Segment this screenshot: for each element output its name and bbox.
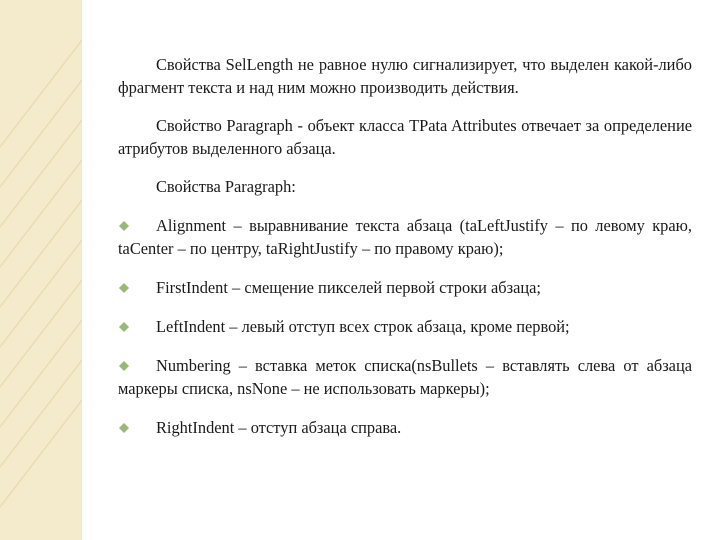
list-item-alignment	[118, 214, 692, 260]
list-item-leftindent	[118, 315, 692, 338]
list-item-text: Numbering – вставка меток списка(nsBullets – вставлять слева от абзаца маркеры списка, nsNone – не использовать маркеры);	[118, 356, 692, 398]
list-item-firstindent	[118, 276, 692, 299]
decorative-sidebar	[0, 0, 82, 540]
list-item-rightindent	[118, 416, 692, 439]
leaf-bullet-icon	[119, 423, 129, 433]
paragraph-sellength: Свойства SelLength не равное нулю сигнализирует, что выделен какой-либо фрагмент текста и над ним можно производить действия.	[118, 55, 692, 97]
sidebar-stripes	[0, 0, 82, 540]
leaf-bullet-icon	[119, 221, 129, 231]
leaf-bullet-icon	[119, 322, 129, 332]
list-heading: Свойства Paragraph:	[156, 177, 296, 196]
list-item-text: Alignment – выравнивание текста абзаца (taLeftJustify – по левому краю, taCenter – по центру, taRightJustify – по правому краю);	[118, 216, 692, 258]
paragraph-paragraph-property: Свойство Paragraph - объект класса TPata Attributes отвечает за определение атрибутов выделенного абзаца.	[118, 116, 692, 158]
list-item-text: RightIndent – отступ абзаца справа.	[156, 418, 402, 437]
list-item-text: FirstIndent – смещение пикселей первой строки абзаца;	[156, 278, 541, 297]
slide-body	[118, 53, 692, 455]
list-item-numbering	[118, 354, 692, 400]
leaf-bullet-icon	[119, 361, 129, 371]
leaf-bullet-icon	[119, 283, 129, 293]
list-item-text: LeftIndent – левый отступ всех строк абзаца, кроме первой;	[156, 317, 570, 336]
